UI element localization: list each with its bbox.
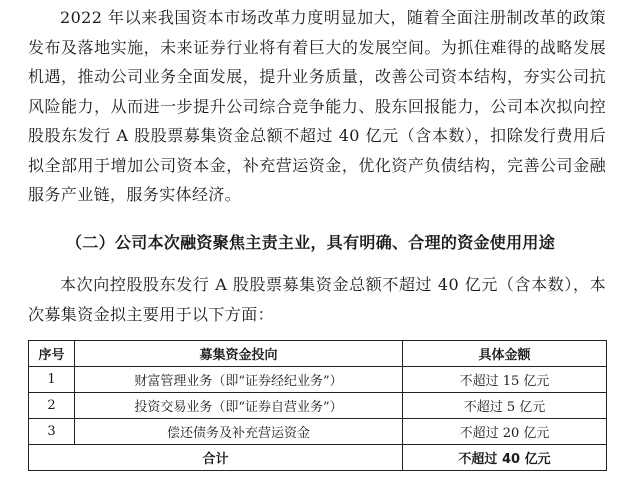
header-amount: 具体金额 (403, 341, 607, 367)
funds-intro-paragraph: 本次向控股股东发行 A 股股票募集资金总额不超过 40 亿元（含本数），本次募集资金拟主要用于以下方面： (28, 275, 606, 324)
row-usage: 投资交易业务（即“证券自营业务”） (75, 393, 403, 419)
row-no: 3 (29, 419, 75, 445)
total-label: 合计 (29, 445, 403, 471)
table-row (29, 419, 607, 445)
header-usage: 募集资金投向 (75, 341, 403, 367)
header-no: 序号 (29, 341, 75, 367)
row-usage: 财富管理业务（即“证券经纪业务”） (75, 367, 403, 393)
row-no: 2 (29, 393, 75, 419)
row-usage: 偿还债务及补充营运资金 (75, 419, 403, 445)
section-heading: （二）公司本次融资聚焦主责主业，具有明确、合理的资金使用用途 (66, 233, 556, 252)
table-total-row (29, 445, 607, 471)
total-amount: 不超过 40 亿元 (403, 445, 607, 471)
row-amount: 不超过 5 亿元 (403, 393, 607, 419)
row-amount: 不超过 20 亿元 (403, 419, 607, 445)
table-row (29, 367, 607, 393)
table-row (29, 393, 607, 419)
row-no: 1 (29, 367, 75, 393)
funds-usage-table (28, 340, 607, 471)
table-header-row (29, 341, 607, 367)
intro-paragraph: 2022 年以来我国资本市场改革力度明显加大，随着全面注册制改革的政策发布及落地实施，未来证券行业将有着巨大的发展空间。为抓住难得的战略发展机遇，推动公司业务全面发展，提升业务质量，改善公司资本结构，夯实公司抗风险能力，从而进一步提升公司综合竞争能力、股东回报能力，公司本次拟向控股股东发行 A 股股票募集资金总额不超过 40 亿元（含本数），扣除发行费用后拟全部用于增加公司资本金，补充营运资金，优化资产负债结构，完善公司金融服务产业链，服务实体经济。 (28, 8, 606, 204)
row-amount: 不超过 15 亿元 (403, 367, 607, 393)
